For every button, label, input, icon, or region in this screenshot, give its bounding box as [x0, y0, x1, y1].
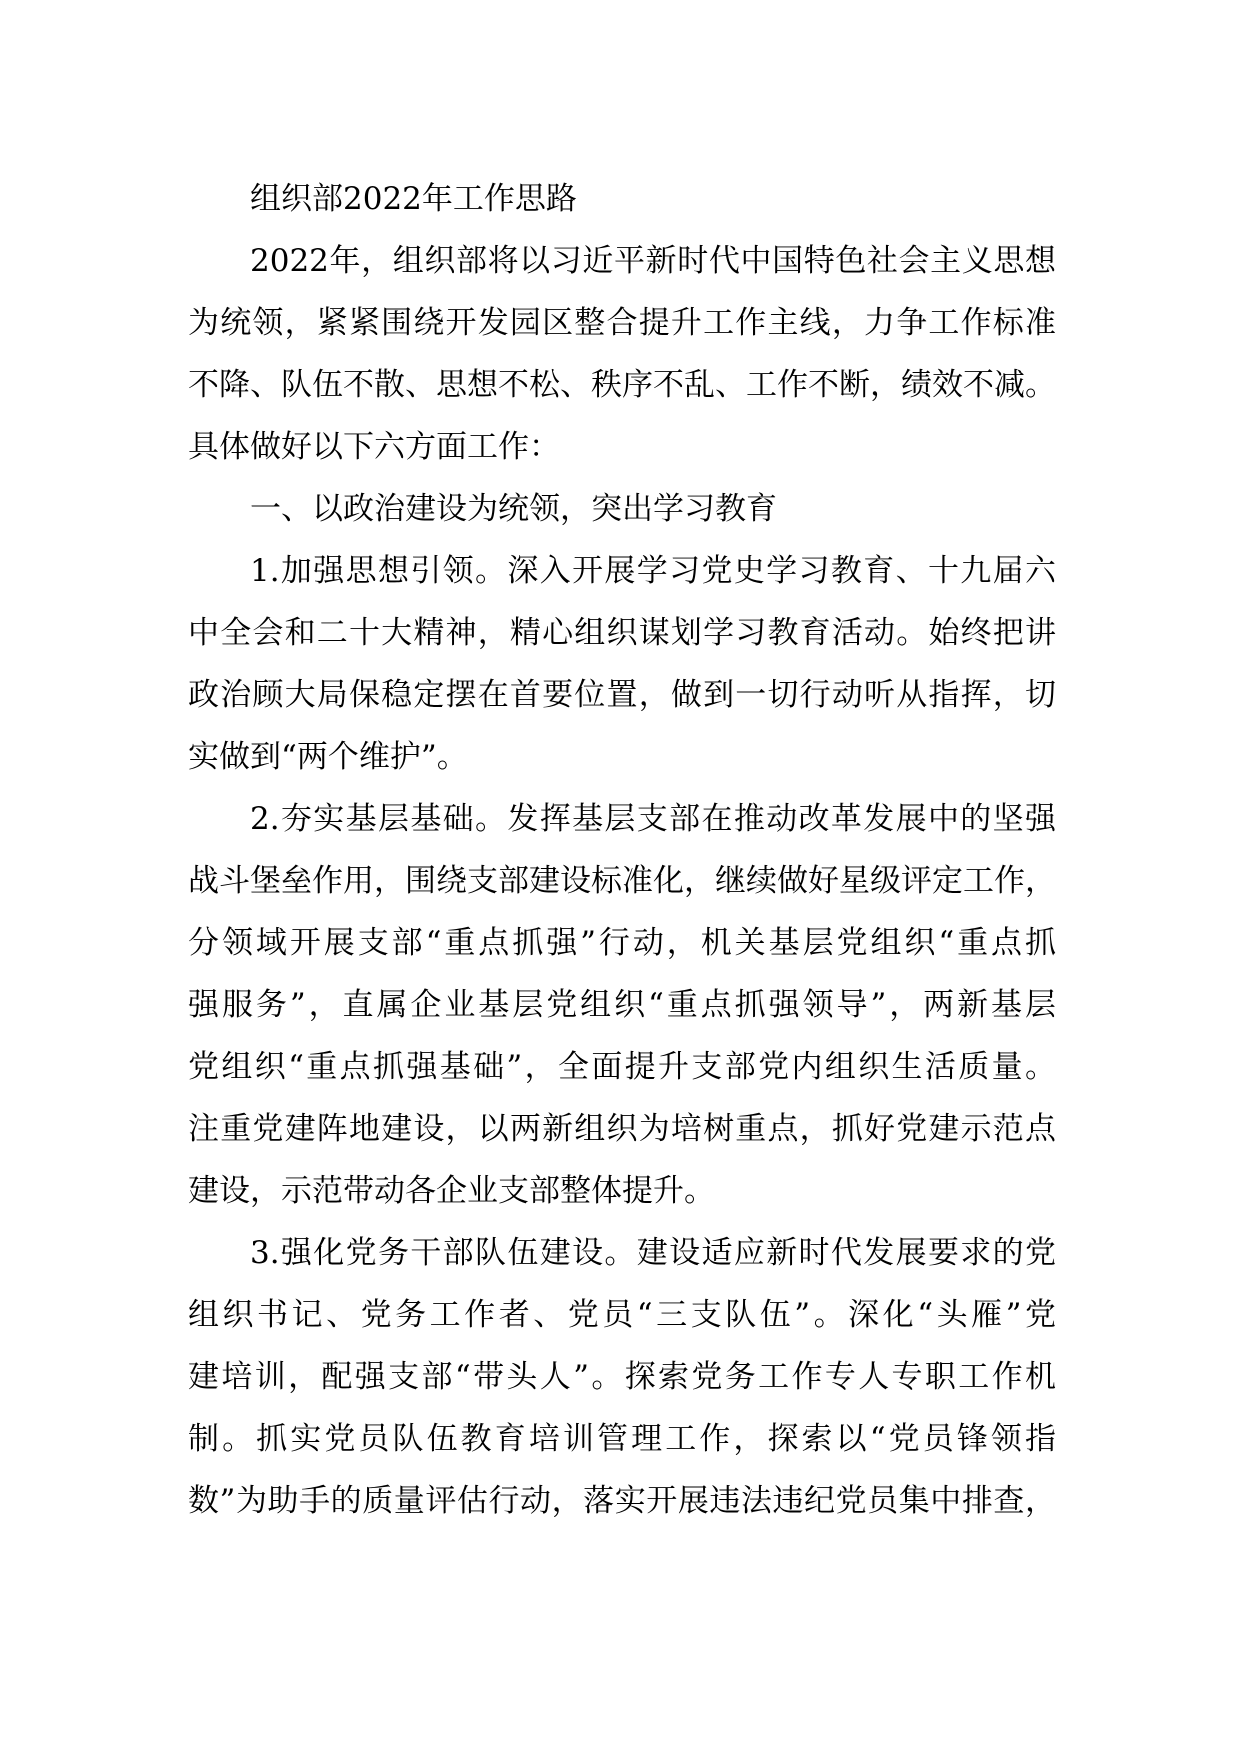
text-line: 3.强化党务干部队伍建设。建设适应新时代发展要求的党	[250, 1235, 1056, 1271]
document-title: 组织部2022年工作思路	[250, 181, 577, 217]
paragraph-intro	[188, 230, 1056, 478]
text-line: 分领域开展支部“重点抓强”行动，机关基层党组织“重点抓	[188, 925, 1056, 961]
text-line: 组织书记、党务工作者、党员“三支队伍”。深化“头雁”党	[188, 1297, 1056, 1333]
text-line: 制。抓实党员队伍教育培训管理工作，探索以“党员锋领指	[188, 1421, 1056, 1457]
text-line: 2.夯实基层基础。发挥基层支部在推动改革发展中的坚强	[250, 801, 1056, 837]
text-line: 战斗堡垒作用，围绕支部建设标准化，继续做好星级评定工作，	[188, 863, 1056, 899]
text-line: 党组织“重点抓强基础”，全面提升支部党内组织生活质量。	[188, 1049, 1056, 1085]
paragraph-item-1	[188, 540, 1056, 788]
text-line: 数”为助手的质量评估行动，落实开展违法违纪党员集中排查，	[188, 1483, 1056, 1519]
text-line: 实做到“两个维护”。	[188, 739, 468, 775]
document-body	[188, 168, 1056, 1532]
text-line: 注重党建阵地建设，以两新组织为培树重点，抓好党建示范点	[188, 1111, 1056, 1147]
text-line: 建培训，配强支部“带头人”。探索党务工作专人专职工作机	[188, 1359, 1056, 1395]
text-line: 具体做好以下六方面工作：	[188, 429, 560, 465]
text-line: 强服务”，直属企业基层党组织“重点抓强领导”，两新基层	[188, 987, 1056, 1023]
section-heading-1	[188, 478, 1056, 540]
paragraph-item-2	[188, 788, 1056, 1222]
text-line: 1.加强思想引领。深入开展学习党史学习教育、十九届六	[250, 553, 1056, 589]
text-line: 政治顾大局保稳定摆在首要位置，做到一切行动听从指挥，切	[188, 677, 1056, 713]
text-line: 一、以政治建设为统领，突出学习教育	[250, 491, 777, 527]
paragraph-item-3	[188, 1222, 1056, 1532]
text-line: 中全会和二十大精神，精心组织谋划学习教育活动。始终把讲	[188, 615, 1056, 651]
text-line: 2022年，组织部将以习近平新时代中国特色社会主义思想	[250, 243, 1056, 279]
text-line: 建设，示范带动各企业支部整体提升。	[188, 1173, 715, 1209]
text-line: 为统领，紧紧围绕开发园区整合提升工作主线，力争工作标准	[188, 305, 1056, 341]
text-line: 不降、队伍不散、思想不松、秩序不乱、工作不断，绩效不减。	[188, 367, 1056, 403]
